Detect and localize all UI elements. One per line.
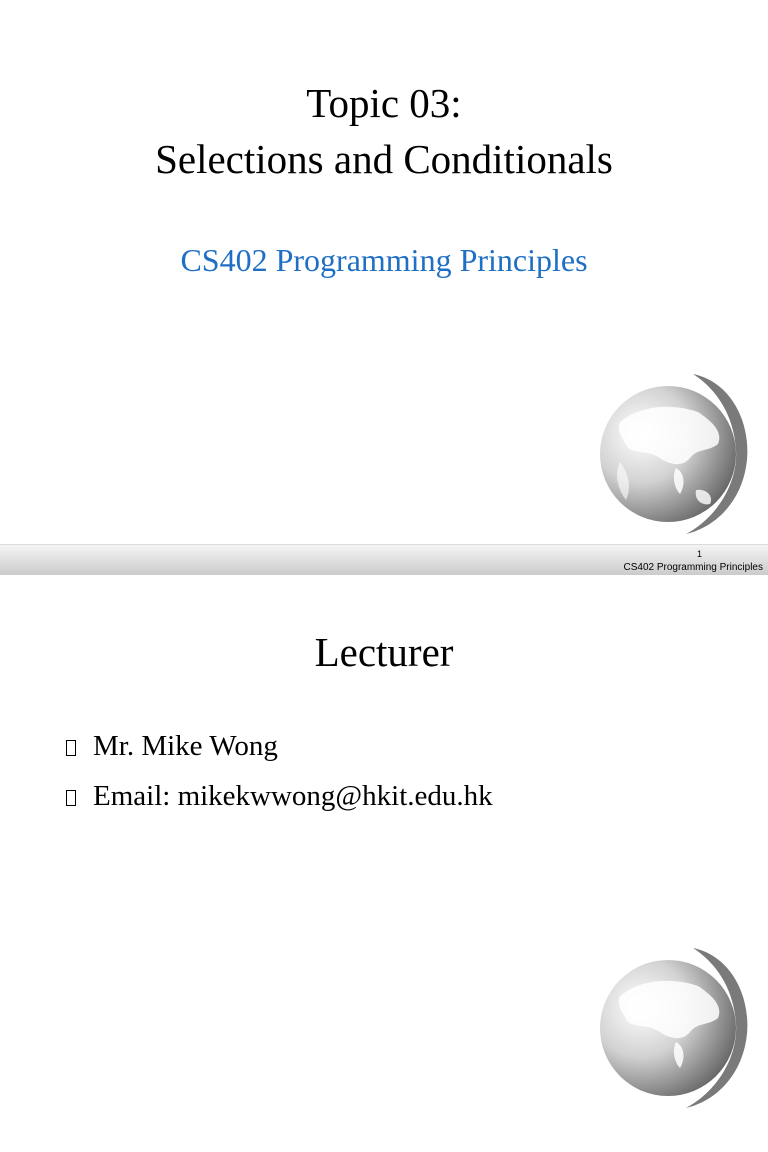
lecturer-bullet-list	[66, 721, 493, 821]
lecturer-email: Email: mikekwwong@hkit.edu.hk	[93, 779, 493, 812]
list-item	[66, 771, 493, 821]
square-bullet-icon	[66, 740, 76, 756]
globe-icon	[598, 372, 750, 540]
lecturer-name: Mr. Mike Wong	[93, 729, 278, 762]
footer-course-text: CS402 Programming Principles	[623, 562, 763, 573]
slide-title-line-1: Topic 03:	[306, 80, 462, 126]
square-bullet-icon	[66, 790, 76, 806]
course-subtitle: CS402 Programming Principles	[180, 242, 588, 278]
list-item	[66, 721, 493, 771]
slide-2	[0, 576, 768, 1152]
lecturer-title: Lecturer	[314, 629, 454, 675]
globe-icon	[598, 946, 750, 1114]
slide-title-line-2: Selections and Conditionals	[155, 136, 613, 182]
page-number: 1	[697, 549, 703, 559]
